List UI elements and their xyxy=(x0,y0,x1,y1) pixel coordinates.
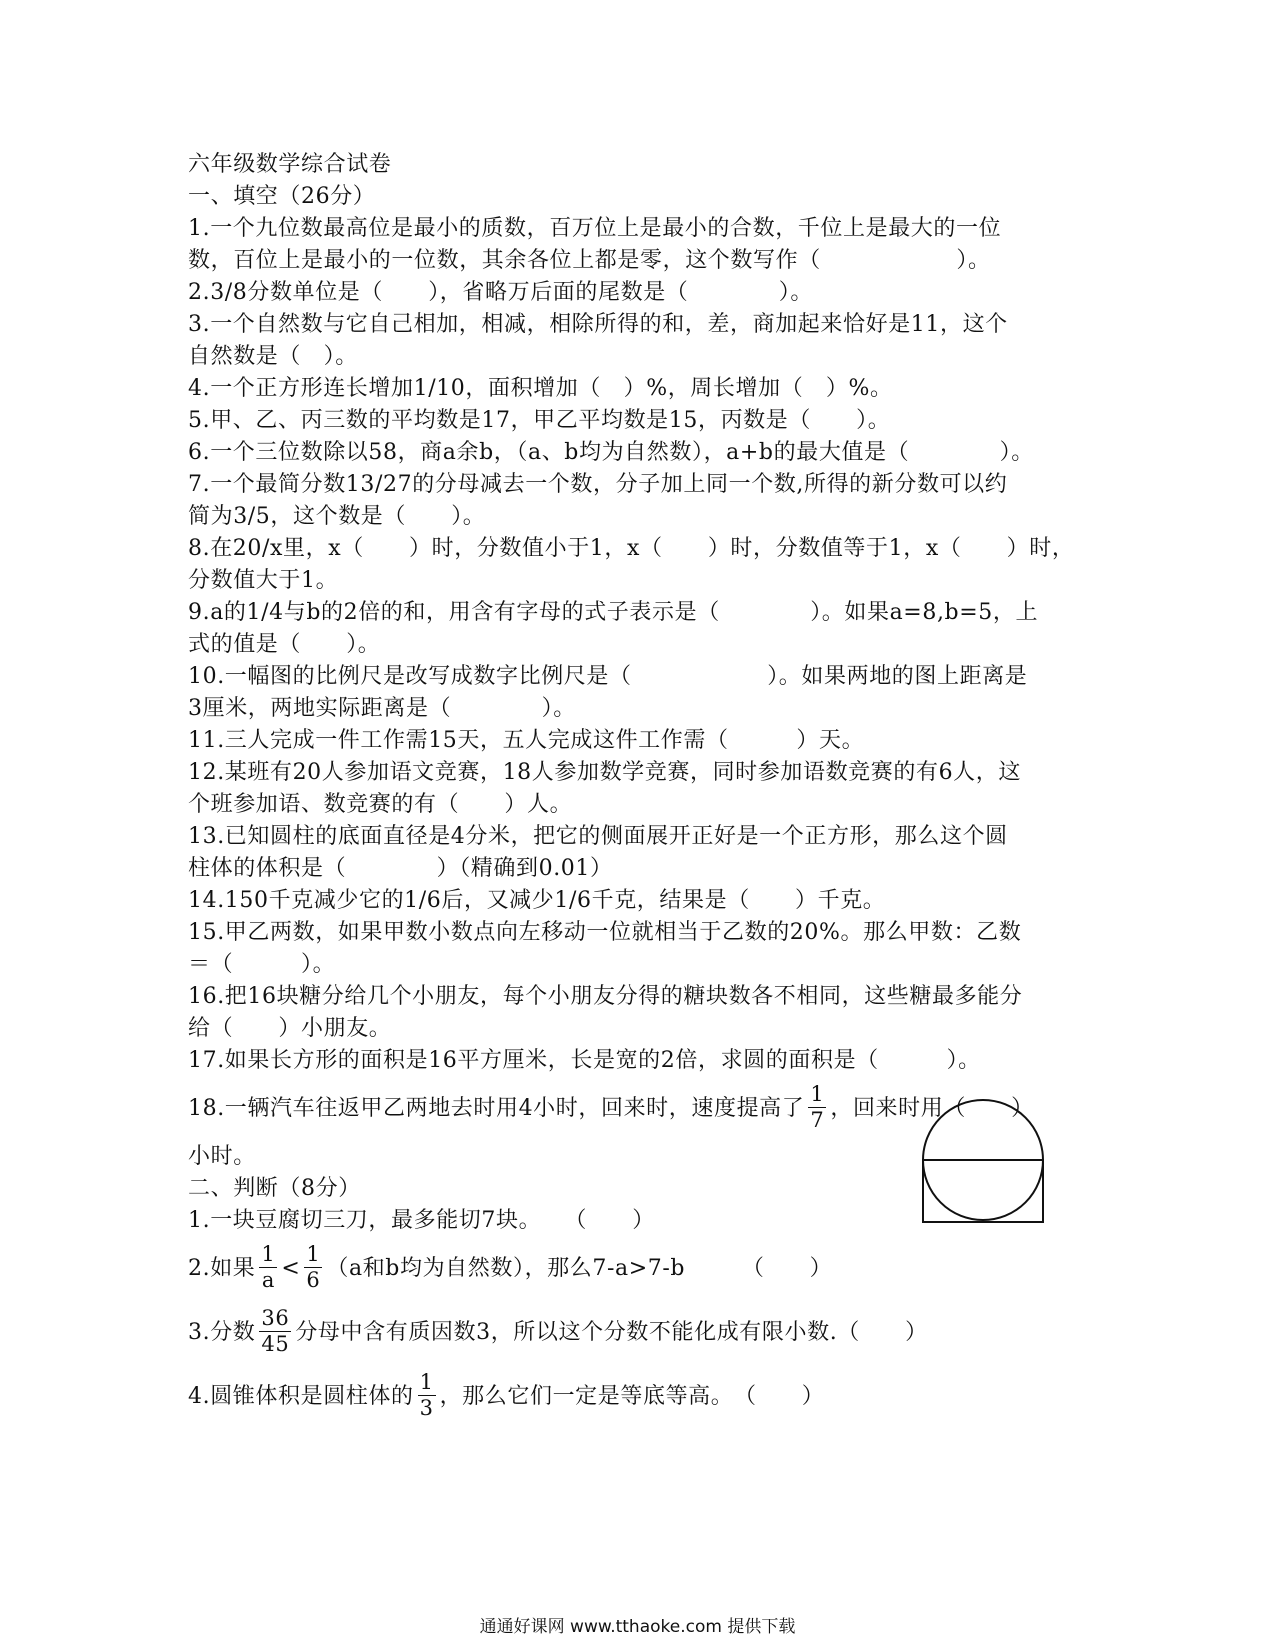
judge-question-2 xyxy=(188,1237,1088,1301)
question-line: 11.三人完成一件工作需15天，五人完成这件工作需（ ）天。 xyxy=(188,728,865,753)
question-line: 数，百位上是最小的一位数，其余各位上都是零，这个数写作（ ）。 xyxy=(188,248,991,273)
footer-credit: 通通好课网 www.tthaoke.com 提供下载 xyxy=(479,1617,796,1637)
question-line: 2.3/8分数单位是（ ），省略万后面的尾数是（ ）。 xyxy=(188,280,813,305)
question-line: 15.甲乙两数，如果甲数小数点向左移动一位就相当于乙数的20%。那么甲数：乙数 xyxy=(188,920,1022,945)
question-line: 柱体的体积是（ ）（精确到0.01） xyxy=(188,856,613,881)
fraction-numerator: 1 xyxy=(306,1241,321,1266)
question-line: 简为3/5，这个数是（ ）。 xyxy=(188,504,486,529)
question-line: 1.一个九位数最高位是最小的质数，百万位上是最小的合数，千位上是最大的一位 xyxy=(188,216,1002,241)
question-line: 14.150千克减少它的1/6后，又减少1/6千克，结果是（ ）千克。 xyxy=(188,888,886,913)
exam-content xyxy=(188,149,1088,1429)
question-line: 自然数是（ ）。 xyxy=(188,344,358,369)
question-line: 分数值大于1。 xyxy=(188,568,339,593)
judge-question-1: 1.一块豆腐切三刀，最多能切7块。 （ ） xyxy=(188,1208,655,1233)
question-line: 17.如果长方形的面积是16平方厘米，长是宽的2倍，求圆的面积是（ ）。 xyxy=(188,1048,981,1073)
fraction xyxy=(304,1241,322,1292)
fraction xyxy=(259,1305,291,1356)
judge-question-3 xyxy=(188,1301,1088,1365)
section1-heading: 一、填空（26分） xyxy=(188,184,376,209)
q18-text-after: ，回来时用（ ） xyxy=(830,1096,1034,1121)
question-line: 10.一幅图的比例尺是改写成数字比例尺是（ ）。如果两地的图上距离是 xyxy=(188,664,1028,689)
judge-question-4 xyxy=(188,1365,1088,1429)
fraction-numerator: 1 xyxy=(810,1081,825,1106)
fraction-numerator: 1 xyxy=(419,1369,434,1394)
fraction xyxy=(418,1369,436,1420)
question-line: 8.在20/x里，x（ ）时，分数值小于1，x（ ）时，分数值等于1，x（ ）时， xyxy=(188,536,1075,561)
fraction-numerator: 1 xyxy=(261,1241,276,1266)
q4-text-after: ，那么它们一定是等底等高。 （ ） xyxy=(439,1384,825,1409)
question-line: 5.甲、乙、丙三数的平均数是17，甲乙平均数是15，丙数是（ ）。 xyxy=(188,408,891,433)
section2-heading: 二、判断（8分） xyxy=(188,1176,361,1201)
question-18-continued: 小时。 xyxy=(188,1144,256,1169)
fraction xyxy=(808,1081,826,1132)
question-line: 12.某班有20人参加语文竞赛，18人参加数学竞赛，同时参加语数竞赛的有6人，这 xyxy=(188,760,1021,785)
q2-text-after: （a和b均为自然数），那么7-a>7-b （ ） xyxy=(326,1256,833,1281)
question-line: 式的值是（ ）。 xyxy=(188,632,381,657)
question-line: 7.一个最简分数13/27的分母减去一个数，分子加上同一个数,所得的新分数可以约 xyxy=(188,472,1008,497)
question-line: 4.一个正方形连长增加1/10，面积增加（ ）%，周长增加（ ）%。 xyxy=(188,376,893,401)
fraction-denominator: 7 xyxy=(810,1107,825,1132)
fraction-denominator: 3 xyxy=(419,1395,434,1420)
question-line: 13.已知圆柱的底面直径是4分米，把它的侧面展开正好是一个正方形，那么这个圆 xyxy=(188,824,1008,849)
question-line: 9.a的1/4与b的2倍的和，用含有字母的式子表示是（ ）。如果a=8,b=5，上 xyxy=(188,600,1039,625)
figure-rectangle xyxy=(923,1160,1043,1222)
fraction-denominator: 45 xyxy=(261,1331,290,1356)
question-line: 个班参加语、数竞赛的有（ ）人。 xyxy=(188,792,573,817)
fraction-denominator: 6 xyxy=(306,1267,321,1292)
q18-text-before: 18.一辆汽车往返甲乙两地去时用4小时，回来时，速度提高了 xyxy=(188,1096,805,1121)
question-line: 16.把16块糖分给几个小朋友，每个小朋友分得的糖块数各不相同，这些糖最多能分 xyxy=(188,984,1023,1009)
question-line: 给（ ）小朋友。 xyxy=(188,1016,392,1041)
exam-title: 六年级数学综合试卷 xyxy=(188,152,392,177)
fraction-denominator: a xyxy=(261,1267,275,1292)
question-line: 3.一个自然数与它自己相加，相减，相除所得的和，差，商加起来恰好是11，这个 xyxy=(188,312,1008,337)
less-than-sign: < xyxy=(281,1256,301,1281)
q3-text-after: 分母中含有质因数3，所以这个分数不能化成有限小数.（ ） xyxy=(295,1320,928,1345)
question-line: ＝（ ）。 xyxy=(188,952,336,977)
q2-text-before: 2.如果 xyxy=(188,1256,256,1281)
fraction-numerator: 36 xyxy=(261,1305,290,1330)
circle-in-square-figure xyxy=(918,1096,1048,1226)
fraction xyxy=(259,1241,277,1292)
q4-text-before: 4.圆锥体积是圆柱体的 xyxy=(188,1384,414,1409)
question-line: 6.一个三位数除以58，商a余b，（a、b均为自然数），a+b的最大值是（ ）。 xyxy=(188,440,1034,465)
q3-text-before: 3.分数 xyxy=(188,1320,256,1345)
question-line: 3厘米，两地实际距离是（ ）。 xyxy=(188,696,576,721)
